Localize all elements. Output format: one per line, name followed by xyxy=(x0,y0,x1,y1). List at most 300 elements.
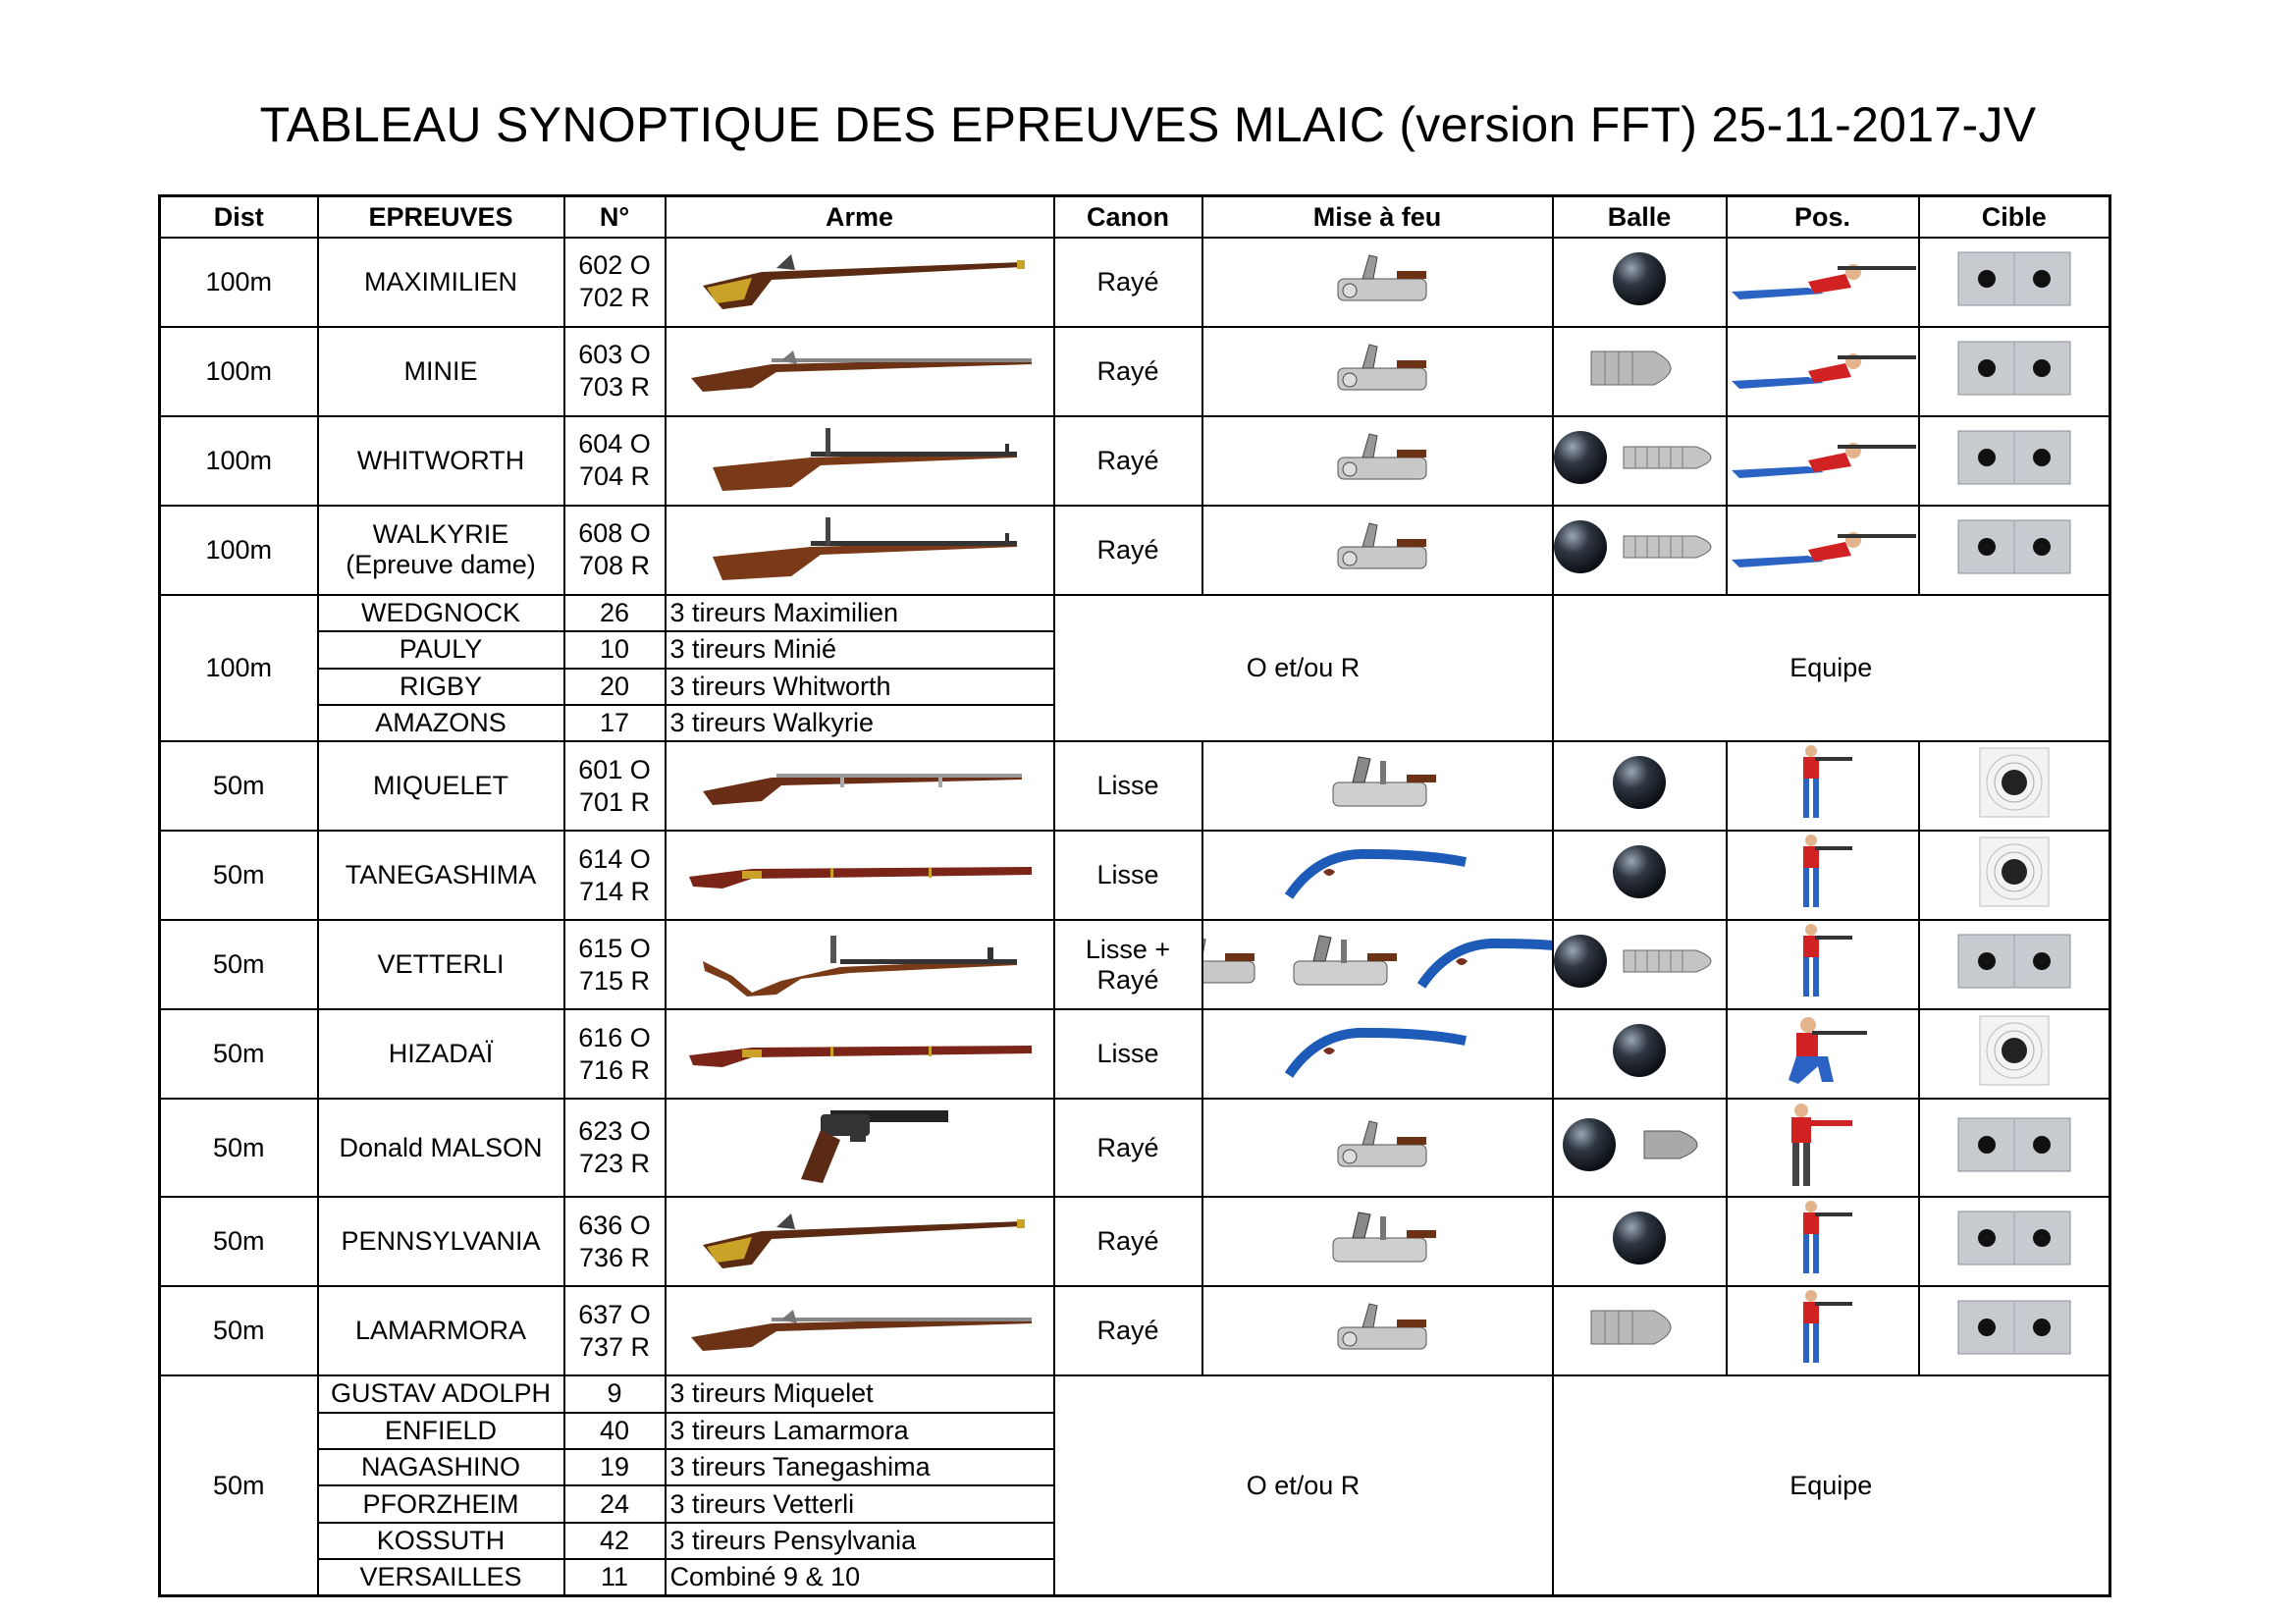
projectile-cell xyxy=(1553,741,1727,831)
team-desc-cell xyxy=(666,705,1054,741)
position-cell xyxy=(1727,920,1919,1009)
team-number: 10 xyxy=(599,634,630,665)
team-type-cell xyxy=(1553,1375,2110,1595)
team-row xyxy=(160,595,2110,631)
team-name: KOSSUTH xyxy=(376,1525,506,1555)
barrel-type: Rayé xyxy=(1096,1226,1159,1257)
event-name-cell xyxy=(318,327,564,416)
event-name-cell xyxy=(318,238,564,327)
table-row xyxy=(160,327,2110,416)
event-number-cell xyxy=(564,327,666,416)
percussion-lock-icon xyxy=(1318,339,1436,404)
events-table xyxy=(158,194,2111,1597)
prone-shooter-icon xyxy=(1728,254,1918,310)
header-mise: Mise à feu xyxy=(1202,196,1553,239)
barrel-cell xyxy=(1054,831,1202,920)
team-name: RIGBY xyxy=(399,671,483,701)
match-cord-icon xyxy=(1279,1021,1475,1087)
table-row xyxy=(160,1009,2110,1099)
event-name-cell xyxy=(318,920,564,1009)
event-name: Donald MALSON xyxy=(339,1132,543,1162)
header-num: N° xyxy=(564,196,666,239)
event-number-cell xyxy=(564,920,666,1009)
weapon-cell xyxy=(666,831,1054,920)
event-name: VETTERLI xyxy=(377,949,505,980)
event-name-line: WALKYRIE xyxy=(372,519,509,550)
projectile-cell xyxy=(1553,1009,1727,1099)
barrel-cell xyxy=(1054,1099,1202,1197)
event-name-cell xyxy=(318,741,564,831)
event-name-cell xyxy=(318,831,564,920)
round-ball-icon xyxy=(1553,428,1611,494)
barrel-cell xyxy=(1054,416,1202,506)
double-bull-target-icon xyxy=(1920,934,2109,996)
percussion-lock-icon xyxy=(1202,932,1265,997)
table-row xyxy=(160,1099,2110,1197)
dist-value: 100m xyxy=(205,266,273,296)
position-cell xyxy=(1727,831,1919,920)
barrel-type: Lisse xyxy=(1096,771,1159,801)
table-row xyxy=(160,741,2110,831)
prone-shooter-icon xyxy=(1728,522,1918,578)
event-number-r: 736 R xyxy=(578,1242,651,1272)
team-number-cell xyxy=(564,669,666,705)
dist-value: 50m xyxy=(212,1039,265,1069)
table-row xyxy=(160,238,2110,327)
standing-shooter-icon xyxy=(1728,833,1918,918)
barrel-cell xyxy=(1054,327,1202,416)
team-number-cell xyxy=(564,1559,666,1595)
event-number-r: 716 R xyxy=(578,1054,651,1085)
conical-bullet-icon xyxy=(1585,1305,1693,1357)
event-name: HIZADAÏ xyxy=(388,1039,494,1069)
position-cell xyxy=(1727,1286,1919,1375)
weapon-cell xyxy=(666,506,1054,595)
weapon-cell xyxy=(666,1197,1054,1286)
table-row xyxy=(160,416,2110,506)
team-name-cell xyxy=(318,1485,564,1522)
event-number-cell xyxy=(564,741,666,831)
ignition-cell xyxy=(1202,741,1553,831)
double-bull-target-icon xyxy=(1920,341,2109,403)
event-number-o: 608 O xyxy=(578,518,651,549)
table-row xyxy=(160,920,2110,1009)
event-name: LAMARMORA xyxy=(354,1316,527,1346)
event-number-r: 701 R xyxy=(578,786,651,817)
team-desc-cell xyxy=(666,595,1054,631)
dist-value: 100m xyxy=(205,355,273,386)
barrel-type-line: Rayé xyxy=(1096,964,1159,995)
event-number-o: 604 O xyxy=(578,429,651,459)
team-name-cell xyxy=(318,705,564,741)
prone-shooter-icon xyxy=(1728,344,1918,400)
event-name-cell xyxy=(318,1197,564,1286)
barrel-type-line: Lisse + xyxy=(1085,934,1171,964)
dist-value: 50m xyxy=(212,1132,265,1162)
dist-cell xyxy=(160,741,318,831)
percussion-lock-icon xyxy=(1318,517,1436,583)
target-cell xyxy=(1919,327,2110,416)
event-name: MAXIMILIEN xyxy=(363,266,518,296)
team-number: 17 xyxy=(599,708,630,738)
team-number-cell xyxy=(564,1485,666,1522)
double-bull-target-icon xyxy=(1920,251,2109,313)
team-description: 3 tireurs Walkyrie xyxy=(669,708,875,738)
dist-cell xyxy=(160,1009,318,1099)
team-name: ENFIELD xyxy=(384,1415,498,1445)
team-name-cell xyxy=(318,1375,564,1412)
dist-cell xyxy=(160,831,318,920)
percussion-lock-icon xyxy=(1318,1298,1436,1364)
double-bull-target-icon xyxy=(1920,1117,2109,1179)
team-name-cell xyxy=(318,595,564,631)
matchlock-gun-icon xyxy=(667,847,1053,903)
dist-cell xyxy=(160,1286,318,1375)
event-number-r: 715 R xyxy=(578,965,651,996)
team-description: 3 tireurs Tanegashima xyxy=(669,1452,931,1482)
event-number-cell xyxy=(564,831,666,920)
dist-cell xyxy=(160,1197,318,1286)
team-desc-cell xyxy=(666,1485,1054,1522)
team-name-cell xyxy=(318,1449,564,1485)
round-ball-icon xyxy=(1610,753,1669,819)
double-bull-target-icon xyxy=(1920,1300,2109,1362)
team-desc-cell xyxy=(666,669,1054,705)
event-name: WHITWORTH xyxy=(356,445,525,475)
match-cord-icon xyxy=(1279,842,1475,908)
dist-value: 50m xyxy=(212,1316,265,1346)
team-description: 3 tireurs Whitworth xyxy=(669,671,891,701)
event-number-r: 723 R xyxy=(578,1149,651,1179)
revolver-icon xyxy=(667,1101,1053,1196)
target-cell xyxy=(1919,741,2110,831)
event-number-r: 702 R xyxy=(578,283,651,313)
projectile-cell xyxy=(1553,831,1727,920)
dist-value: 50m xyxy=(212,1470,265,1500)
table-row xyxy=(160,1286,2110,1375)
percussion-lock-icon xyxy=(1318,1115,1436,1181)
long-bullet-icon xyxy=(1620,944,1727,985)
ignition-cell xyxy=(1202,1009,1553,1099)
team-mode: O et/ou R xyxy=(1246,1470,1361,1500)
barrel-cell xyxy=(1054,238,1202,327)
header-balle: Balle xyxy=(1553,196,1727,239)
dist-value: 50m xyxy=(212,860,265,890)
event-name-cell xyxy=(318,1009,564,1099)
projectile-cell xyxy=(1553,1286,1727,1375)
target-cell xyxy=(1919,1009,2110,1099)
event-number-o: 636 O xyxy=(578,1210,651,1240)
table-row xyxy=(160,831,2110,920)
target-rifle-icon xyxy=(667,418,1053,504)
dist-cell xyxy=(160,1099,318,1197)
event-number-o: 615 O xyxy=(578,933,651,963)
team-type-cell xyxy=(1553,595,2110,742)
kneeling-shooter-icon xyxy=(1728,1011,1918,1097)
target-rifle-icon xyxy=(667,508,1053,593)
team-name: NAGASHINO xyxy=(360,1452,521,1482)
prone-shooter-icon xyxy=(1728,433,1918,489)
header-arme: Arme xyxy=(666,196,1054,239)
team-number-cell xyxy=(564,705,666,741)
team-desc-cell xyxy=(666,1523,1054,1559)
match-cord-icon xyxy=(1412,932,1553,997)
flintlock-icon xyxy=(1313,753,1441,819)
dist-cell xyxy=(160,920,318,1009)
dist-value: 100m xyxy=(205,445,273,475)
schuetzen-rifle-icon xyxy=(667,922,1053,1007)
team-row xyxy=(160,1375,2110,1412)
event-number-o: 601 O xyxy=(578,754,651,784)
round-ball-icon xyxy=(1610,842,1669,908)
team-description: 3 tireurs Minié xyxy=(669,634,837,665)
long-rifle-brass-icon xyxy=(667,244,1053,320)
event-number-cell xyxy=(564,1286,666,1375)
table-row xyxy=(160,1197,2110,1286)
event-name-cell xyxy=(318,1286,564,1375)
round-ball-icon xyxy=(1610,1209,1669,1274)
event-name-cell xyxy=(318,416,564,506)
event-number-r: 714 R xyxy=(578,876,651,906)
team-ignition-cell xyxy=(1054,595,1553,742)
team-number-cell xyxy=(564,595,666,631)
target-cell xyxy=(1919,920,2110,1009)
round-target-icon xyxy=(1920,747,2109,825)
round-ball-icon xyxy=(1610,1021,1669,1087)
team-mode: O et/ou R xyxy=(1246,653,1361,683)
ignition-cell xyxy=(1202,1099,1553,1197)
dist-cell xyxy=(160,416,318,506)
projectile-cell xyxy=(1553,416,1727,506)
event-number-r: 704 R xyxy=(578,461,651,492)
conical-bullet-icon xyxy=(1585,346,1693,398)
team-name: AMAZONS xyxy=(375,708,507,738)
standing-shooter-icon xyxy=(1728,922,1918,1007)
ignition-cell xyxy=(1202,238,1553,327)
header-epreuves: EPREUVES xyxy=(318,196,564,239)
musket-icon xyxy=(667,339,1053,404)
target-cell xyxy=(1919,1099,2110,1197)
ignition-cell xyxy=(1202,831,1553,920)
target-cell xyxy=(1919,416,2110,506)
long-bullet-icon xyxy=(1620,441,1727,481)
dist-cell xyxy=(160,595,318,742)
weapon-cell xyxy=(666,1286,1054,1375)
dist-cell xyxy=(160,327,318,416)
dist-cell xyxy=(160,1375,318,1595)
weapon-cell xyxy=(666,920,1054,1009)
barrel-cell xyxy=(1054,1286,1202,1375)
team-name: VERSAILLES xyxy=(359,1562,522,1592)
event-name: TANEGASHIMA xyxy=(345,860,537,890)
matchlock-gun-icon xyxy=(667,1026,1053,1082)
team-description: 3 tireurs Miquelet xyxy=(669,1378,874,1409)
position-cell xyxy=(1727,238,1919,327)
team-desc-cell xyxy=(666,1413,1054,1449)
barrel-type: Rayé xyxy=(1096,355,1159,386)
event-number-cell xyxy=(564,1197,666,1286)
ignition-cell xyxy=(1202,1286,1553,1375)
long-rifle-brass-icon xyxy=(667,1204,1053,1279)
event-number-o: 614 O xyxy=(578,843,651,874)
barrel-cell xyxy=(1054,920,1202,1009)
team-desc-cell xyxy=(666,1375,1054,1412)
event-number-o: 623 O xyxy=(578,1116,651,1147)
projectile-cell xyxy=(1553,1197,1727,1286)
team-description: 3 tireurs Pensylvania xyxy=(669,1525,917,1555)
team-desc-cell xyxy=(666,1559,1054,1595)
team-number: 24 xyxy=(599,1488,630,1519)
ignition-cell xyxy=(1202,920,1553,1009)
target-cell xyxy=(1919,1197,2110,1286)
position-cell xyxy=(1727,327,1919,416)
team-number: 26 xyxy=(599,598,630,627)
ignition-cell xyxy=(1202,327,1553,416)
position-cell xyxy=(1727,506,1919,595)
flintlock-icon xyxy=(1313,1209,1441,1274)
event-number-r: 703 R xyxy=(578,372,651,403)
musket-icon xyxy=(667,1298,1053,1364)
double-bull-target-icon xyxy=(1920,430,2109,492)
dist-value: 100m xyxy=(205,534,273,565)
team-desc-cell xyxy=(666,1449,1054,1485)
event-name-cell xyxy=(318,506,564,595)
header-cible: Cible xyxy=(1919,196,2110,239)
team-number: 40 xyxy=(599,1415,630,1445)
pistol-shooter-icon xyxy=(1728,1101,1918,1196)
team-description: 3 tireurs Maximilien xyxy=(669,598,899,627)
event-name-cell xyxy=(318,1099,564,1197)
standing-shooter-icon xyxy=(1728,1288,1918,1374)
ignition-cell xyxy=(1202,1197,1553,1286)
team-number: 9 xyxy=(607,1378,622,1409)
event-name: PENNSYLVANIA xyxy=(341,1226,541,1257)
target-cell xyxy=(1919,1286,2110,1375)
event-number-cell xyxy=(564,1099,666,1197)
team-number: 20 xyxy=(599,671,630,701)
team-name-cell xyxy=(318,631,564,668)
barrel-cell xyxy=(1054,1197,1202,1286)
dist-value: 100m xyxy=(205,653,273,683)
ignition-cell xyxy=(1202,506,1553,595)
team-name-cell xyxy=(318,1559,564,1595)
standing-shooter-icon xyxy=(1728,1199,1918,1284)
event-number-o: 602 O xyxy=(578,250,651,281)
dist-cell xyxy=(160,506,318,595)
long-bullet-icon xyxy=(1620,530,1727,570)
barrel-type: Rayé xyxy=(1096,534,1159,565)
dist-value: 50m xyxy=(212,949,265,980)
team-description: 3 tireurs Lamarmora xyxy=(669,1415,909,1445)
weapon-cell xyxy=(666,238,1054,327)
weapon-cell xyxy=(666,1009,1054,1099)
target-cell xyxy=(1919,506,2110,595)
position-cell xyxy=(1727,416,1919,506)
header-pos: Pos. xyxy=(1727,196,1919,239)
team-name: PAULY xyxy=(399,634,483,665)
percussion-lock-icon xyxy=(1318,428,1436,494)
barrel-cell xyxy=(1054,506,1202,595)
position-cell xyxy=(1727,741,1919,831)
round-target-icon xyxy=(1920,836,2109,914)
team-description: 3 tireurs Vetterli xyxy=(669,1488,855,1519)
team-desc-cell xyxy=(666,631,1054,668)
header-dist: Dist xyxy=(160,196,318,239)
team-name-cell xyxy=(318,1413,564,1449)
team-name-cell xyxy=(318,669,564,705)
team-name-cell xyxy=(318,1523,564,1559)
event-number-cell xyxy=(564,238,666,327)
team-description: Combiné 9 & 10 xyxy=(669,1562,861,1592)
team-number-cell xyxy=(564,1449,666,1485)
team-number-cell xyxy=(564,1375,666,1412)
header-canon: Canon xyxy=(1054,196,1202,239)
double-bull-target-icon xyxy=(1920,519,2109,581)
barrel-type: Rayé xyxy=(1096,445,1159,475)
team-number: 42 xyxy=(599,1525,630,1555)
event-number-r: 708 R xyxy=(578,551,651,581)
team-name: WEDGNOCK xyxy=(361,598,520,627)
team-type: Equipe xyxy=(1789,653,1873,683)
dist-cell xyxy=(160,238,318,327)
event-number-o: 637 O xyxy=(578,1299,651,1329)
barrel-cell xyxy=(1054,741,1202,831)
flintlock-icon xyxy=(1274,932,1402,997)
event-number-cell xyxy=(564,506,666,595)
position-cell xyxy=(1727,1099,1919,1197)
event-number-o: 603 O xyxy=(578,340,651,370)
round-target-icon xyxy=(1920,1015,2109,1093)
target-cell xyxy=(1919,831,2110,920)
team-number-cell xyxy=(564,1413,666,1449)
round-ball-icon xyxy=(1553,517,1611,583)
round-ball-icon xyxy=(1610,249,1669,315)
team-number-cell xyxy=(564,1523,666,1559)
header-row xyxy=(160,196,2110,239)
table-row xyxy=(160,506,2110,595)
event-number-r: 737 R xyxy=(578,1331,651,1362)
barrel-cell xyxy=(1054,1009,1202,1099)
target-cell xyxy=(1919,238,2110,327)
page-title: TABLEAU SYNOPTIQUE DES EPREUVES MLAIC (version FFT) 25-11-2017-JV xyxy=(259,97,2037,152)
event-name: MINIE xyxy=(403,355,478,386)
event-number-o: 616 O xyxy=(578,1022,651,1052)
projectile-cell xyxy=(1553,506,1727,595)
barrel-type: Lisse xyxy=(1096,1039,1159,1069)
weapon-cell xyxy=(666,1099,1054,1197)
event-number-cell xyxy=(564,416,666,506)
round-ball-icon xyxy=(1560,1115,1619,1181)
barrel-type: Rayé xyxy=(1096,1132,1159,1162)
dist-value: 50m xyxy=(212,1226,265,1257)
weapon-cell xyxy=(666,327,1054,416)
barrel-type: Lisse xyxy=(1096,860,1159,890)
team-number: 11 xyxy=(600,1562,629,1592)
team-ignition-cell xyxy=(1054,1375,1553,1595)
projectile-cell xyxy=(1553,920,1727,1009)
team-type: Equipe xyxy=(1789,1470,1873,1500)
projectile-cell xyxy=(1553,1099,1727,1197)
pointed-bullet-icon xyxy=(1640,1123,1719,1173)
team-name: PFORZHEIM xyxy=(362,1488,519,1519)
standing-shooter-icon xyxy=(1728,743,1918,829)
projectile-cell xyxy=(1553,238,1727,327)
dist-value: 50m xyxy=(212,771,265,801)
flintlock-musket-icon xyxy=(667,756,1053,817)
ignition-cell xyxy=(1202,416,1553,506)
percussion-lock-icon xyxy=(1318,249,1436,315)
position-cell xyxy=(1727,1009,1919,1099)
